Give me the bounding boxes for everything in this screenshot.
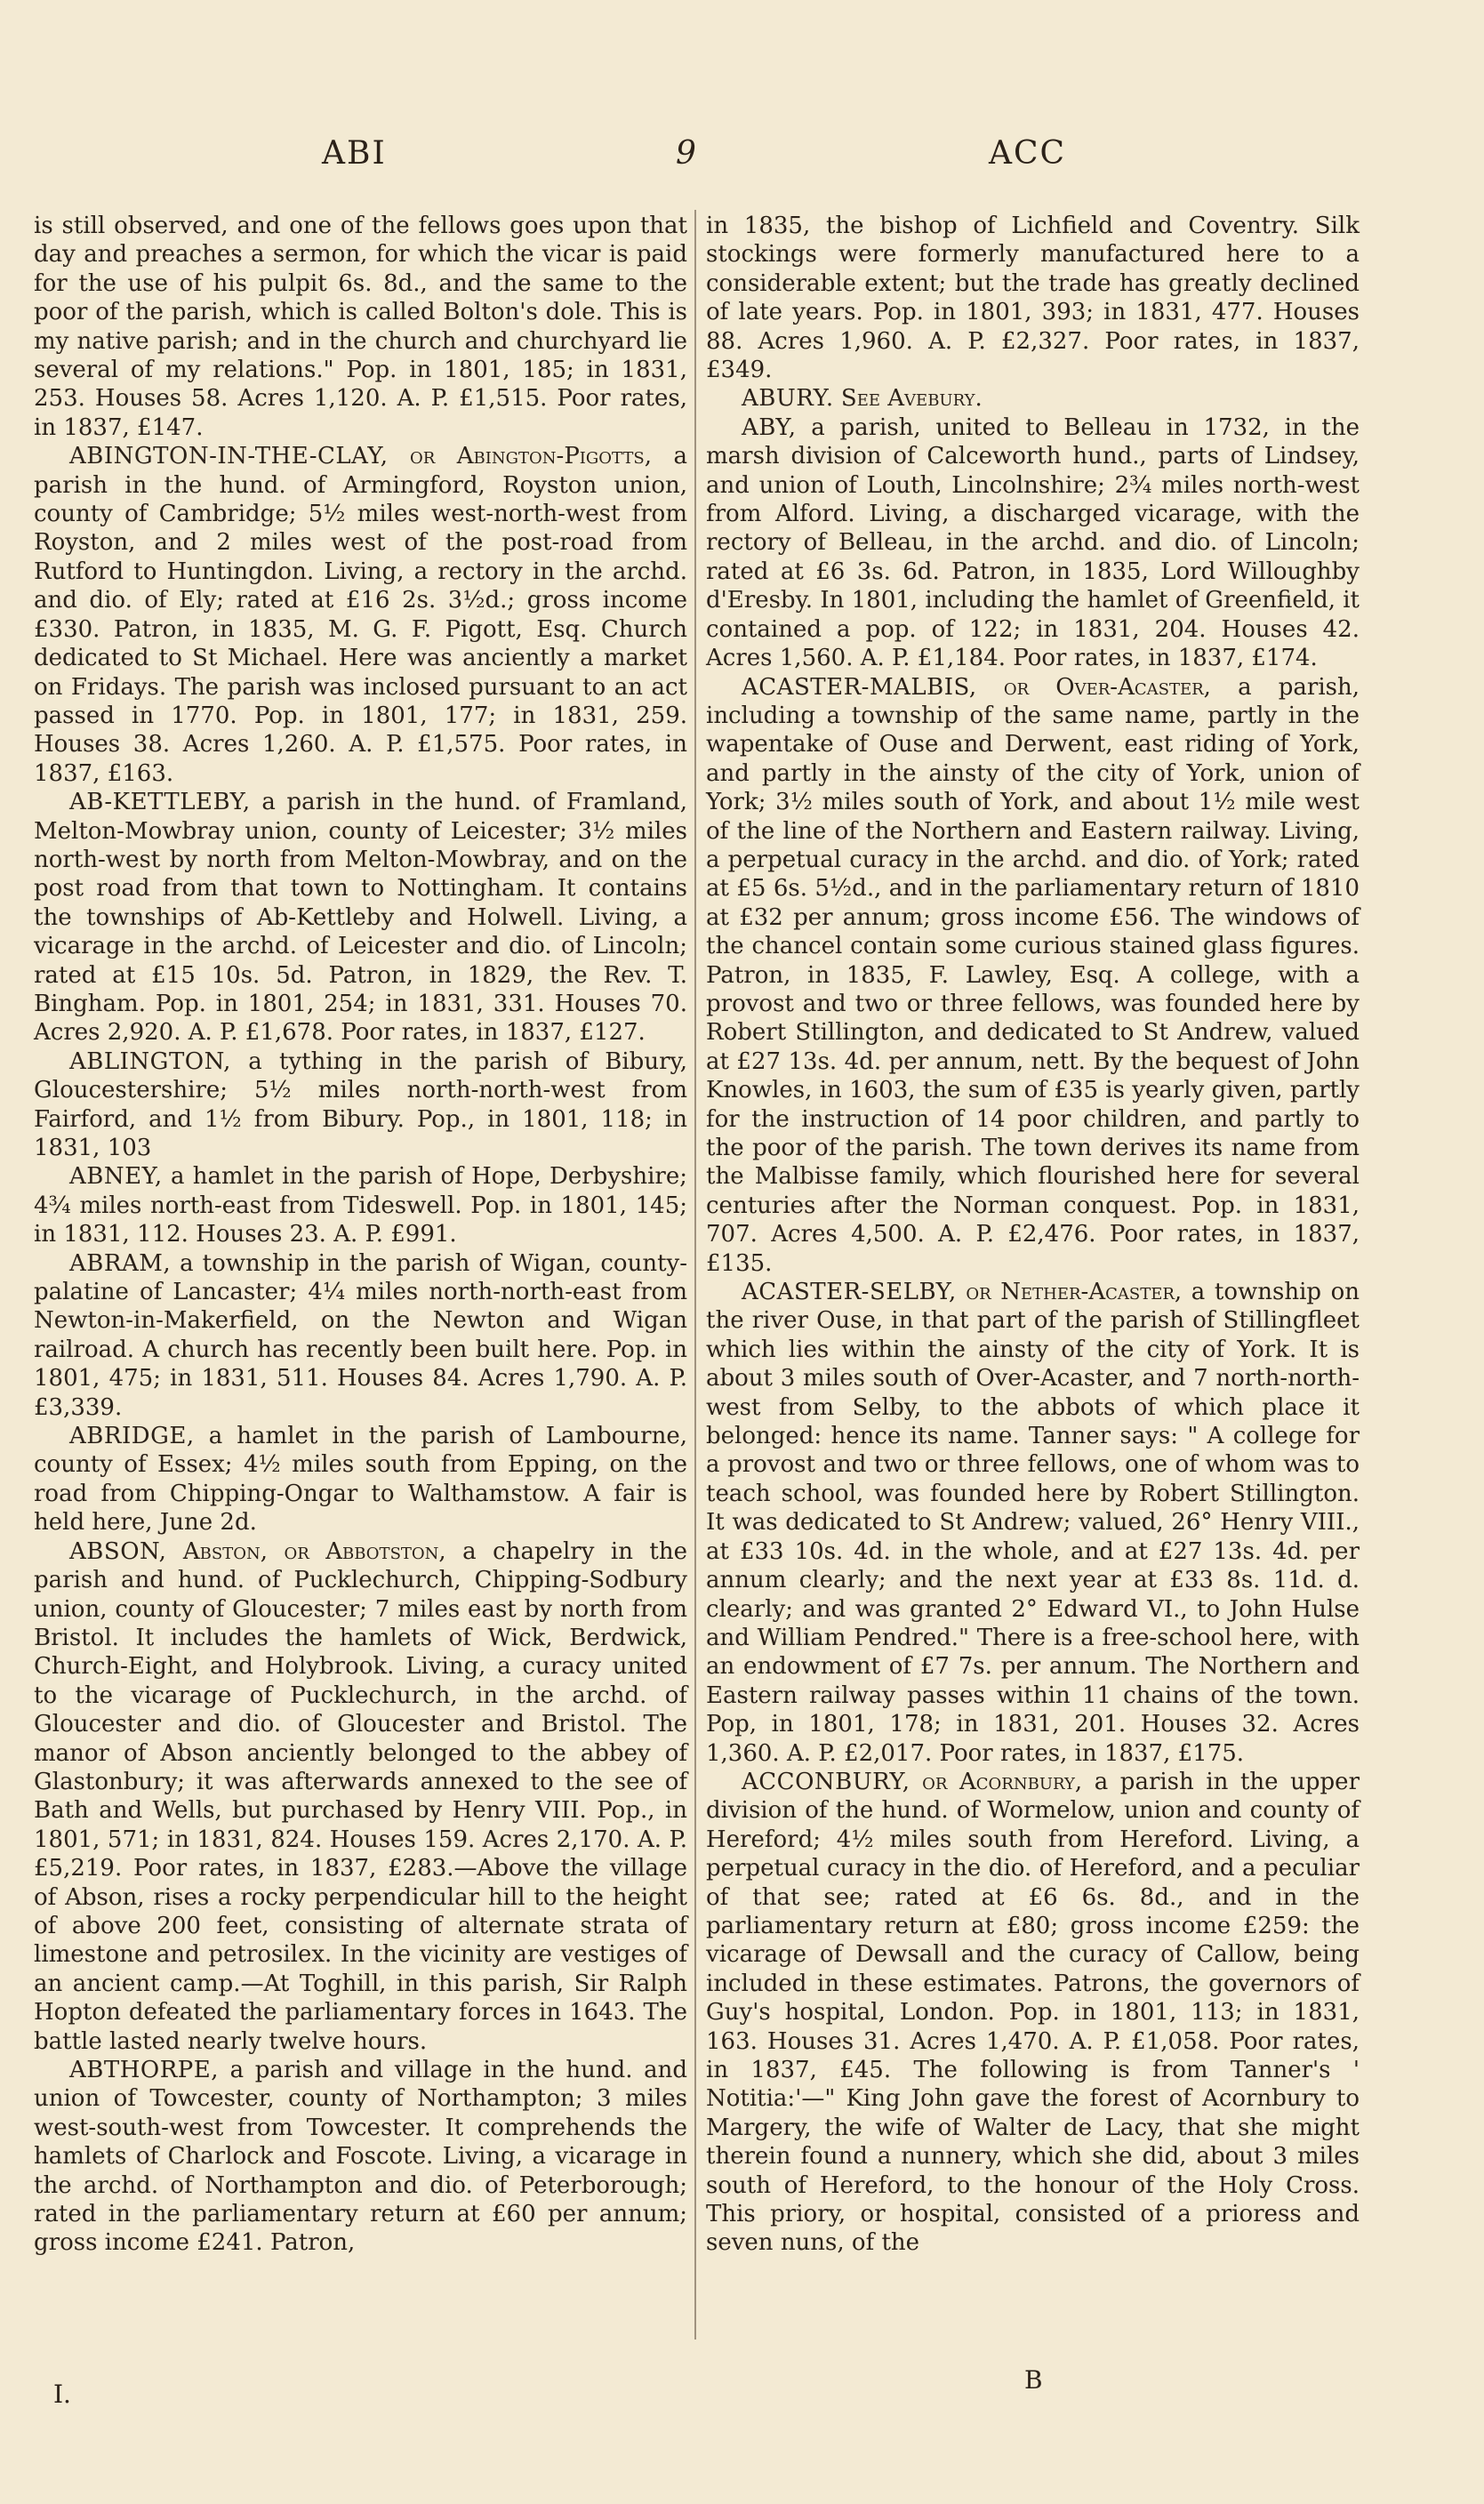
- entry-text: a parish, united to Belleau in 1732, in the marsh division of Calceworth hund., parts of Lindsey, and union of Louth, Lincolnshire; 2¾ miles north-west from Alford. Living, a discharged vicarage, with the rectory of Belleau, in the archd. and dio. of Lincoln; rated at £6 3s. 6d. Patron, in 1835, Lord Willoughby d'Eresby. In 1801, including the hamlet of Greenfield, it contained a pop. of 122; in 1831, 204. Houses 42. Acres 1,560. A. P. £1,184. Poor rates, in 1837, £174.: [706, 413, 1360, 672]
- gazetteer-entry: [706, 673, 1360, 1279]
- entry-headword: ABURY.: [742, 385, 834, 413]
- entry-headword: ABTHORPE,: [69, 2057, 220, 2083]
- entry-text: a parish in the hund. of Armingford, Royston union, county of Cambridge; 5½ miles west-north-west from Royston, and 2 miles west of the post-road from Rutford to Huntingdon. Living, a rectory in the archd. and dio. of Ely; rated at £16 2s. 3½d.; gross income £330. Patron, in 1835, M. G. F. Pigott, Esq. Church dedicated to St Michael. Here was anciently a market on Fridays. The parish was inclosed pursuant to an act passed in 1770. Pop. in 1801, 177; in 1831, 259. Houses 38. Acres 1,260. A. P. £1,575. Poor rates, in 1837, £163.: [34, 443, 688, 787]
- signature-mark-right: B: [1024, 2365, 1043, 2395]
- gazetteer-entry: [34, 1047, 687, 1163]
- entry-text: a hamlet in the parish of Hope, Derbyshire; 4¾ miles north-east from Tideswell. Pop. in 1801, 145; in 1831, 112. Houses 23. A. P. £991.: [34, 1163, 687, 1248]
- entry-headword: ACASTER-SELBY,: [742, 1279, 957, 1306]
- entry-text: a township on the river Ouse, in that part of the parish of Stillingfleet which lies within the ainsty of the city of York. It is about 3 miles south of Over-Acaster, and 7 north-north-west from Selby, to the abbots of which place it belonged: hence its name. Tanner says: " A college for a provost and two or three fellows, one of whom was to teach school, was founded here by Robert Stillington. It was dedicated to St Andrew; valued, 26° Henry VIII., at £33 10s. 4d. in the whole, and at £27 13s. 4d. per annum clearly; and the next year at £33 8s. 11d. d. clearly; and was granted 2° Edward VI., to John Hulse and William Pendred." There is a free-school here, with an endowment of £7 7s. per annum. The Northern and Eastern railway passes within 11 chains of the town. Pop, in 1801, 178; in 1831, 201. Houses 32. Acres 1,360. A. P. £2,017. Poor rates, in 1837, £175.: [706, 1279, 1360, 1767]
- entry-text: a parish, including a township of the same name, partly in the wapentake of Ouse and Derwent, east riding of York, and partly in the ainsty of the city of York, union of York; 3½ miles south of York, and about 1½ mile west of the line of the Northern and Eastern railway. Living, a perpetual curacy in the archd. and dio. of York; rated at £5 6s. 5½d., and in the parliamentary return of 1810 at £32 per annum; gross income £56. The windows of the chancel contain some curious stained glass figures. Patron, in 1835, F. Lawley, Esq. A college, with a provost and two or three fellows, was founded here by Robert Stillington, and dedicated to St Andrew, valued at £27 13s. 4d. per annum, nett. By the bequest of John Knowles, in 1603, the sum of £35 is yearly given, partly for the instruction of 14 poor children, and partly to the poor of the parish. The town derives its name from the Malbisse family, which flourished here for several centuries after the Norman conquest. Pop. in 1831, 707. Acres 4,500. A. P. £2,476. Poor rates, in 1837, £135.: [706, 673, 1360, 1277]
- entry-text: a parish in the hund. of Framland, Melton-Mowbray union, county of Leicester; 3½ miles north-west by north from Melton-Mowbray, and on the post road from that town to Nottingham. It contains the townships of Ab-Kettleby and Holwell. Living, a vicarage in the archd. of Leicester and dio. of Lincoln; rated at £15 10s. 5d. Patron, in 1829, the Rev. T. Bingham. Pop. in 1801, 254; in 1831, 331. Houses 70. Acres 2,920. A. P. £1,678. Poor rates, in 1837, £127.: [34, 789, 687, 1047]
- running-head: [0, 135, 1484, 180]
- entry-headword: ABSON,: [69, 1537, 167, 1565]
- entry-text: a parish in the upper division of the hund. of Wormelow, union and county of Hereford; 4½ miles south from Hereford. Living, a perpetual curacy in the dio. of Hereford, and a peculiar of that see; rated at £6 6s. 8d., and in the parliamentary return at £80; gross income £259: the vicarage of Dewsall and the curacy of Callow, being included in these estimates. Patrons, the governors of Guy's hospital, London. Pop. in 1801, 113; in 1831, 163. Houses 31. Acres 1,470. A. P. £1,058. Poor rates, in 1837, £45. The following is from Tanner's ' Notitia:'—" King John gave the forest of Acornbury to Margery, the wife of Walter de Lacy, that she might therein found a nunnery, which she did, about 3 miles south of Hereford, to the honour of the Holy Cross. This priory, or hospital, consisted of a prioress and seven nuns, of the: [706, 1768, 1360, 2257]
- entry-alias: or Acornbury,: [922, 1768, 1083, 1795]
- signature-mark-left: I.: [53, 2380, 71, 2409]
- entry-text: a tything in the parish of Bibury, Gloucestershire; 5½ miles north-north-west from Fairford, and 1½ from Bibury. Pop., in 1801, 118; in 1831, 103: [34, 1047, 688, 1161]
- entry-text: a township in the parish of Wigan, county-palatine of Lancaster; 4¼ miles north-north-east from Newton-in-Makerfield, on the Newton and Wigan railroad. A church has recently been built here. Pop. in 1801, 475; in 1831, 511. Houses 84. Acres 1,790. A. P. £3,339.: [34, 1249, 687, 1421]
- gazetteer-entry: [706, 384, 1360, 413]
- entry-text: See Avebury.: [840, 385, 983, 413]
- gazetteer-entry: [34, 1249, 687, 1422]
- entry-text: a chapelry in the parish and hund. of Pucklechurch, Chipping-Sodbury union, county of Gloucester; 7 miles east by north from Bristol. It includes the hamlets of Wick, Berdwick, Church-Eight, and Holybrook. Living, a curacy united to the vicarage of Pucklechurch, in the archd. of Gloucester and dio. of Gloucester and Bristol. The manor of Abson anciently belonged to the abbey of Glastonbury; it was afterwards annexed to the see of Bath and Wells, but purchased by Henry VIII. Pop., in 1801, 571; in 1831, 824. Houses 159. Acres 2,170. A. P. £5,219. Poor rates, in 1837, £283.—Above the village of Abson, rises a rocky perpendicular hill to the height of above 200 feet, consisting of alternate strata of limestone and petrosilex. In the vicinity are vestiges of an ancient camp.—At Toghill, in this parish, Sir Ralph Hopton defeated the parliamentary forces in 1643. The battle lasted nearly twelve hours.: [34, 1537, 687, 2055]
- continuation-text: is still observed, and one of the fellows goes upon that day and preaches a sermon, for which the vicar is paid for the use of his pulpit 6s. 8d., and the same to the poor of the parish, which is called Bolton's dole. This is my native parish; and in the church and churchyard lie several of my relations." Pop. in 1801, 185; in 1831, 253. Houses 58. Acres 1,120. A. P. £1,515. Poor rates, in 1837, £147.: [34, 213, 687, 441]
- entry-text: a hamlet in the parish of Lambourne, county of Essex; 4½ miles south from Epping, on the road from Chipping-Ongar to Walthamstow. A fair is held here, June 2d.: [34, 1423, 688, 1537]
- entry-alias: or Nether-Acaster,: [966, 1279, 1183, 1306]
- gazetteer-entry: [706, 413, 1360, 673]
- left-column: [34, 212, 687, 2258]
- entry-headword: ABY,: [742, 413, 797, 441]
- running-head-left: ABI: [322, 135, 387, 172]
- gazetteer-entry: [34, 1537, 687, 2056]
- gazetteer-entry: [34, 788, 687, 1047]
- entry-alias: or Abington-Pigotts,: [409, 443, 652, 470]
- gazetteer-entry: [34, 2056, 687, 2258]
- entry-headword: ACASTER-MALBIS,: [742, 673, 977, 701]
- entry-headword: ABLINGTON,: [69, 1047, 231, 1075]
- entry-alias: or Over-Acaster,: [1003, 673, 1211, 701]
- page-number: 9: [676, 135, 698, 172]
- gazetteer-entry: [34, 1422, 687, 1537]
- running-head-right: ACC: [989, 135, 1067, 172]
- entry-headword: ACCONBURY,: [742, 1768, 910, 1795]
- entry-text: a parish and village in the hund. and union of Towcester, county of Northampton; 3 miles west-south-west from Towcester. It comprehends the hamlets of Charlock and Foscote. Living, a vicarage in the archd. of Northampton and dio. of Peterborough; rated in the parliamentary return at £60 per annum; gross income £241. Patron,: [34, 2057, 688, 2257]
- gazetteer-entry: [706, 1768, 1360, 2258]
- entry-alias: Abston, or Abbotston,: [182, 1537, 446, 1565]
- entry-headword: AB-KETTLEBY,: [69, 789, 251, 816]
- entry-headword: ABNEY,: [69, 1163, 163, 1191]
- column-divider: [694, 210, 696, 2339]
- gazetteer-entry: [34, 1162, 687, 1248]
- entry-headword: ABRIDGE,: [69, 1423, 195, 1450]
- entry-headword: ABINGTON-IN-THE-CLAY,: [69, 443, 389, 470]
- right-column: [706, 212, 1360, 2258]
- gazetteer-entry: [34, 442, 687, 788]
- continuation-text: in 1835, the bishop of Lichfield and Coventry. Silk stockings were formerly manufactured here to a considerable extent; but the trade has greatly declined of late years. Pop. in 1801, 393; in 1831, 477. Houses 88. Acres 1,960. A. P. £2,327. Poor rates, in 1837, £349.: [706, 213, 1360, 384]
- gazetteer-entry: [706, 1278, 1360, 1768]
- entry-headword: ABRAM,: [69, 1249, 172, 1277]
